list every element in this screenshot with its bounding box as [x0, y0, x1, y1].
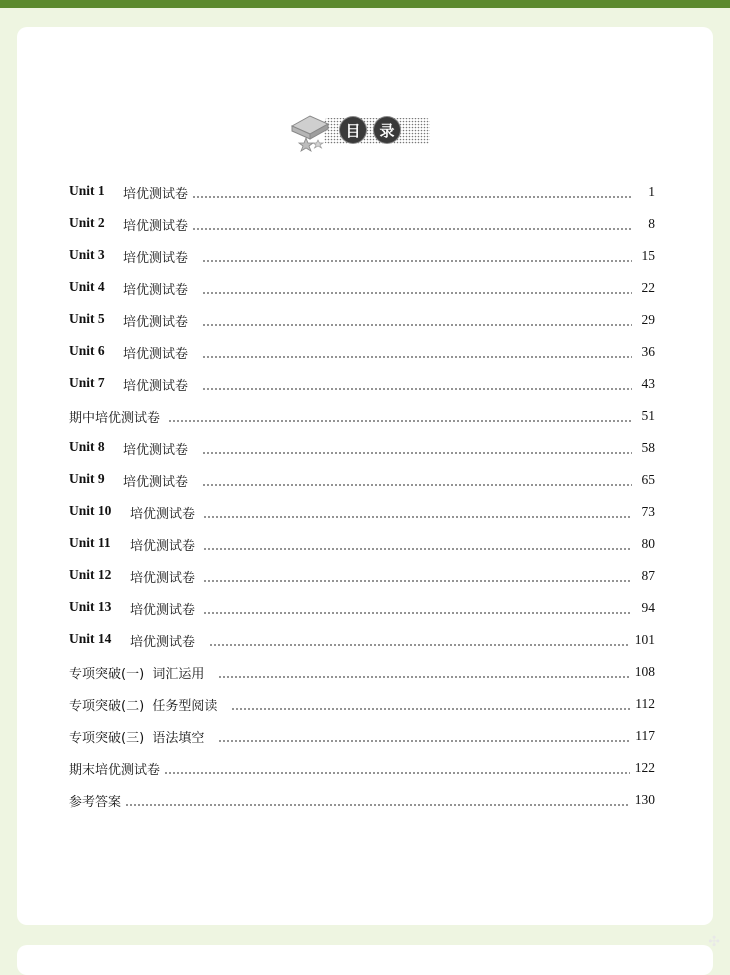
- toc-page-number: 65: [641, 472, 655, 487]
- toc-page-number: 73: [641, 504, 655, 519]
- toc-title: 培优测试卷: [123, 282, 189, 298]
- toc-title: 培优测试卷: [130, 570, 196, 586]
- toc-entry[interactable]: [69, 176, 655, 208]
- toc-title: 期末培优测试卷: [69, 762, 161, 778]
- toc-unit: Unit 10: [69, 502, 112, 518]
- dot-leader: [203, 569, 632, 583]
- table-of-contents: [69, 176, 655, 816]
- toc-unit: Unit 2: [69, 214, 105, 230]
- toc-entry[interactable]: [69, 688, 655, 720]
- toc-entry[interactable]: [69, 528, 655, 560]
- toc-unit: Unit 5: [69, 310, 105, 326]
- dot-leader: [209, 633, 630, 647]
- dot-leader: [218, 665, 629, 679]
- toc-entry[interactable]: [69, 432, 655, 464]
- toc-entry[interactable]: [69, 304, 655, 336]
- dot-leader: [218, 729, 630, 743]
- toc-title: 参考答案: [69, 794, 122, 810]
- toc-title: 专项突破(三) 语法填空: [69, 730, 205, 746]
- toc-page-number: 117: [635, 728, 655, 743]
- toc-entry[interactable]: [69, 720, 655, 752]
- toc-unit: Unit 12: [69, 566, 112, 582]
- book-stack-icon: [292, 116, 328, 139]
- dot-leader: [202, 473, 632, 487]
- toc-page-number: 94: [641, 600, 655, 615]
- dot-leader: [202, 377, 632, 391]
- toc-page-number: 43: [641, 376, 655, 391]
- toc-title: 培优测试卷: [130, 506, 196, 522]
- dot-leader: [168, 409, 632, 423]
- toc-title: 培优测试卷: [123, 218, 189, 234]
- toc-title: 培优测试卷: [130, 634, 196, 650]
- toc-page-number: 8: [648, 216, 655, 231]
- toc-entry[interactable]: [69, 464, 655, 496]
- toc-entry[interactable]: [69, 496, 655, 528]
- toc-title: 培优测试卷: [123, 314, 189, 330]
- toc-entry[interactable]: [69, 624, 655, 656]
- toc-entry[interactable]: [69, 368, 655, 400]
- toc-page-number: 101: [634, 632, 655, 647]
- toc-unit: Unit 1: [69, 182, 105, 198]
- dot-leader: [203, 537, 632, 551]
- toc-entry[interactable]: [69, 752, 655, 784]
- dot-leader: [231, 697, 630, 711]
- toc-unit: Unit 4: [69, 278, 105, 294]
- dot-leader: [192, 185, 632, 199]
- heading-char-lu: 录: [374, 117, 400, 143]
- toc-entry[interactable]: [69, 208, 655, 240]
- toc-page-number: 15: [641, 248, 655, 263]
- toc-title: 培优测试卷: [130, 538, 196, 554]
- toc-unit: Unit 7: [69, 374, 105, 390]
- dot-leader: [164, 761, 630, 775]
- toc-page-number: 1: [648, 184, 655, 199]
- toc-unit: Unit 6: [69, 342, 105, 358]
- toc-unit: Unit 9: [69, 470, 105, 486]
- toc-page-number: 51: [641, 408, 655, 423]
- dot-leader: [202, 249, 632, 263]
- toc-title: 培优测试卷: [123, 442, 189, 458]
- toc-page-number: 29: [641, 312, 655, 327]
- toc-page-number: 112: [635, 696, 655, 711]
- toc-title: 期中培优测试卷: [69, 410, 161, 426]
- toc-page-number: 87: [641, 568, 655, 583]
- toc-entry[interactable]: [69, 272, 655, 304]
- contents-heading: [288, 108, 434, 152]
- toc-unit: Unit 8: [69, 438, 105, 454]
- toc-title: 培优测试卷: [123, 250, 189, 266]
- dot-leader: [125, 793, 630, 807]
- dot-leader: [202, 313, 632, 327]
- dot-leader: [192, 217, 632, 231]
- toc-entry[interactable]: [69, 400, 655, 432]
- toc-unit: Unit 13: [69, 598, 112, 614]
- toc-title: 培优测试卷: [123, 378, 189, 394]
- toc-title: 专项突破(一) 词汇运用: [69, 666, 205, 682]
- top-accent-bar: [0, 0, 730, 8]
- toc-title: 培优测试卷: [123, 186, 189, 202]
- toc-entry[interactable]: [69, 592, 655, 624]
- toc-page-number: 36: [641, 344, 655, 359]
- star-icon: [299, 138, 323, 151]
- toc-page-number: 122: [634, 760, 655, 775]
- toc-entry[interactable]: [69, 240, 655, 272]
- toc-unit: Unit 14: [69, 630, 112, 646]
- toc-unit: Unit 3: [69, 246, 105, 262]
- toc-page-number: 80: [641, 536, 655, 551]
- toc-unit: Unit 11: [69, 534, 111, 550]
- next-page-edge: [17, 945, 713, 975]
- toc-title: 培优测试卷: [130, 602, 196, 618]
- toc-page-number: 130: [634, 792, 655, 807]
- toc-title: 培优测试卷: [123, 346, 189, 362]
- toc-title: 专项突破(二) 任务型阅读: [69, 698, 218, 714]
- toc-entry[interactable]: [69, 336, 655, 368]
- toc-entry[interactable]: [69, 656, 655, 688]
- dot-leader: [203, 505, 632, 519]
- dot-leader: [202, 345, 632, 359]
- toc-entry[interactable]: [69, 560, 655, 592]
- heading-char-mu: 目: [340, 117, 366, 143]
- dot-leader: [202, 281, 632, 295]
- toc-page-number: 58: [641, 440, 655, 455]
- page-corner-mark: ✣: [708, 935, 720, 950]
- dot-leader: [203, 601, 632, 615]
- toc-title: 培优测试卷: [123, 474, 189, 490]
- dot-leader: [202, 441, 632, 455]
- toc-entry[interactable]: [69, 784, 655, 816]
- toc-page-number: 22: [641, 280, 655, 295]
- toc-page-number: 108: [634, 664, 655, 679]
